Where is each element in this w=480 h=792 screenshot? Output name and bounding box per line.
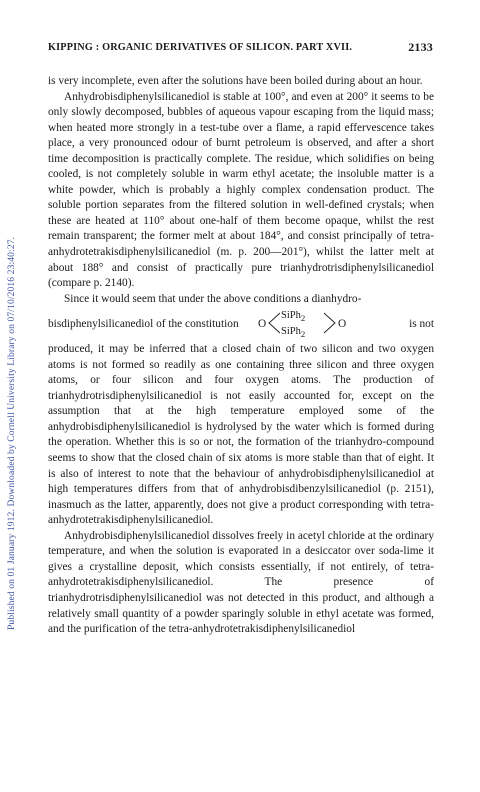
formula-tail-text: is not bbox=[409, 318, 434, 331]
formula-bond-left bbox=[268, 312, 280, 334]
running-title: KIPPING : ORGANIC DERIVATIVES OF SILICON. PART XVII. bbox=[48, 42, 353, 53]
paragraph-3-rest: produced, it may be inferred that a closed chain of two silicon and two oxygen atoms is not formed so readily as one containing three silicon and three oxygen atoms, or four silicon and four oxygen atoms. The production of trianhydrotrisdiphenylsilicanediol is not easily accounted for, except on the assumption that at the high temperature employed some of the anhydrobisdiphenylsilicanediol is hydrolysed by the water which is formed during the operation. Whether this is so or not, the formation of the trianhydro-compound seems to show that the closed chain of six atoms is more stable than that of eight. It is also of interest to note that the behaviour of anhydrobisdiphenylsilicanediol at high temperatures differs from that of anhydrobisdibenzylsilicanediol (p. 2151), inasmuch as the latter, apparently, does not give a product corresponding with tetra-anhydrotetrakisdiphenylsilicanediol. bbox=[48, 343, 434, 527]
formula-silicon-bottom: SiPh$_2$ bbox=[281, 326, 306, 340]
formula-line bbox=[48, 308, 434, 342]
formula-oxygen-right: O bbox=[338, 318, 347, 331]
paragraph-3-start: Since it would seem that under the above conditions a dianhydro- bbox=[64, 292, 362, 305]
download-watermark: Published on 01 January 1912. Downloaded by Cornell University Library on 07/10/2016 23:40:27. bbox=[6, 236, 17, 630]
formula-bond-right bbox=[324, 312, 336, 334]
formula-oxygen-left: O bbox=[258, 318, 267, 331]
paragraph-1: is very incomplete, even after the solutions have been boiled during about an hour. bbox=[48, 75, 423, 87]
running-header bbox=[48, 42, 433, 56]
formula-lead-text: bisdiphenylsilicanediol of the constitution bbox=[48, 318, 239, 331]
formula-silicon-top: SiPh$_2$ bbox=[281, 310, 306, 324]
article-body bbox=[48, 74, 434, 638]
paragraph-2: Anhydrobisdiphenylsilicanediol is stable at 100°, and even at 200° it seems to be only slowly decomposed, bubbles of aqueous vapour escaping from the liquid mass; when heated more strongly in a test-tube over a flame, a rapid effervescence takes place, a very pronounced odour of burnt petroleum is observed, and after a short time decomposition is practically complete. The residue, which solidifies on being cooled, is not completely soluble in warm ethyl acetate; the insoluble matter is a white powder, which is probably a highly complex condensation product. The soluble portion separates from the filtered solution in well-defined crystals; when these are heated at 110° about one-half of them become opaque, whilst the rest remain transparent; the former melt at about 184°, and consist principally of tetra-anhydrotetrakisdiphenylsilicanediol (m. p. 200—201°), whilst the latter melt at about 188° and consist of practically pure trianhydrotrisdiphenylsilicanediol (compare p. 2140). bbox=[48, 90, 434, 290]
paragraph-4: Anhydrobisdiphenylsilicanediol dissolves freely in acetyl chloride at the ordinary temperature, and when the solution is evaporated in a desiccator over soda-lime it gives a crystalline deposit, which consists essentially, if not entirely, of tetra-anhydrotetrakisdiphenylsilicanediol. The presence of trianhydrotrisdiphenylsilicanediol was not detected in this product, and although a relatively small quantity of a powder sparingly soluble in ethyl acetate was formed, and the purification of the tetra-anhydrotetrakisdiphenylsilicanediol bbox=[48, 529, 434, 636]
page-number: 2133 bbox=[408, 40, 433, 54]
